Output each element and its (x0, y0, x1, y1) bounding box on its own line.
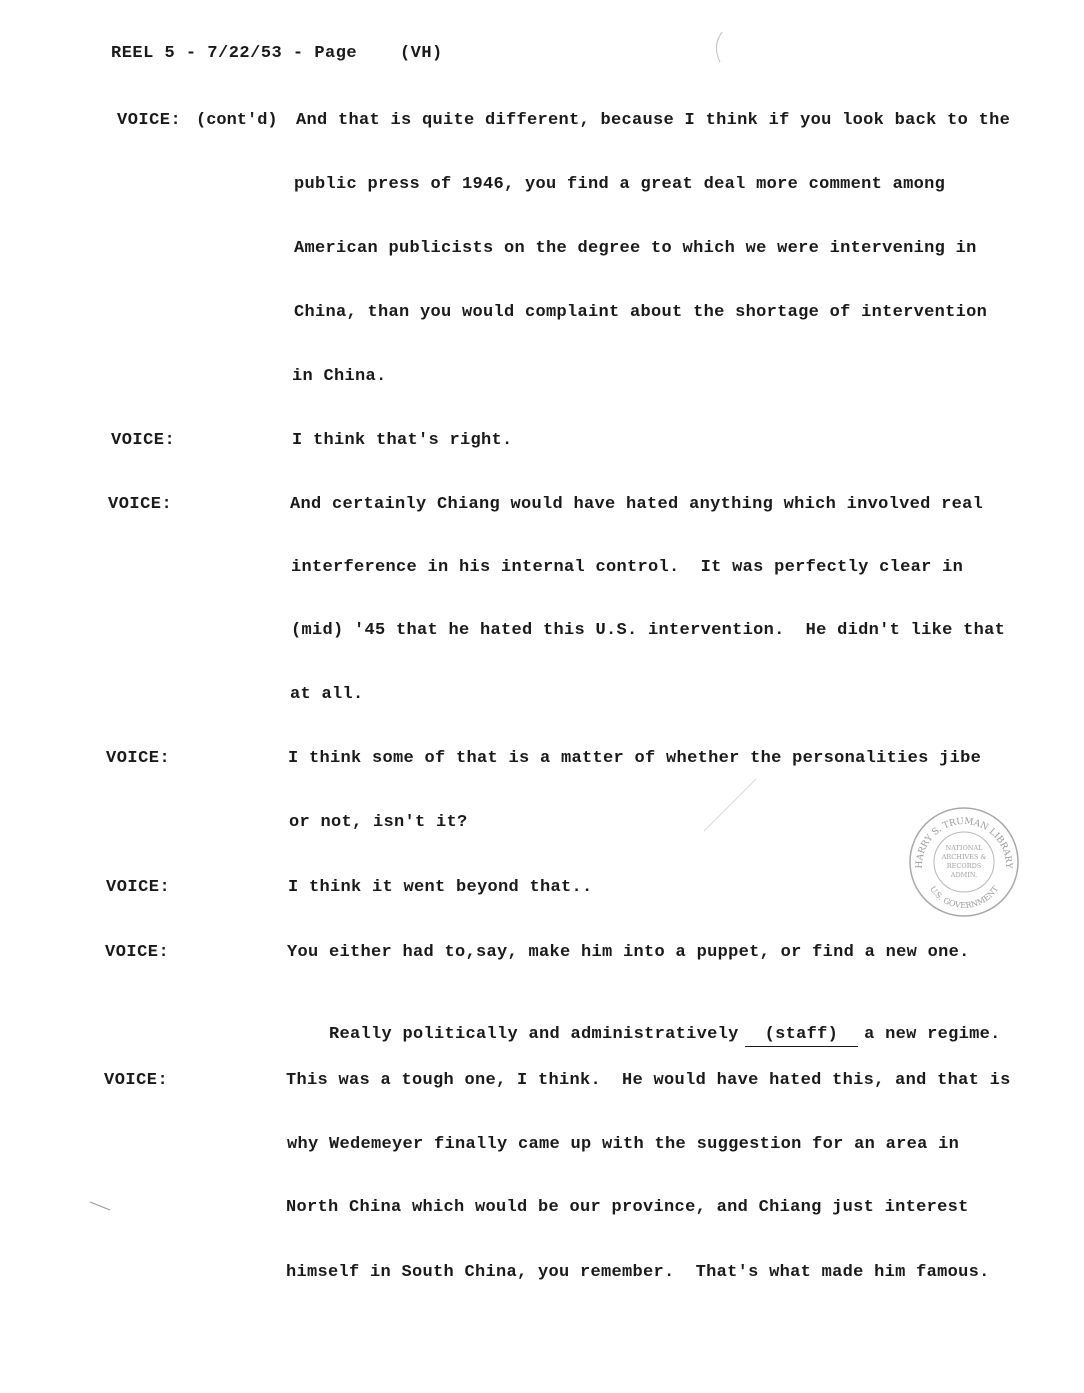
speaker-label: VOICE: (108, 495, 173, 514)
speaker-label: VOICE: (106, 749, 171, 768)
stamp-center-line: ADMIN. (950, 871, 978, 879)
transcript-line: (mid) '45 that he hated this U.S. intervention. He didn't like that (291, 621, 1006, 640)
transcript-line: And that is quite different, because I think if you look back to the (296, 111, 1011, 130)
svg-text:U.S. GOVERNMENT (928, 884, 1001, 910)
staff-line-after: a new regime. (864, 1025, 1001, 1044)
speaker-label: VOICE: (104, 1071, 169, 1090)
library-stamp-icon (908, 806, 1020, 918)
transcript-line: himself in South China, you remember. That's what made him famous. (286, 1263, 990, 1282)
transcript-line: or not, isn't it? (289, 813, 468, 832)
stamp-center-line: RECORDS (946, 862, 982, 870)
transcript-line: You either had to,say, make him into a puppet, or find a new one. (287, 943, 970, 962)
page-header: REEL 5 - 7/22/53 - Page (VH) (111, 44, 443, 63)
speaker-label: VOICE: (111, 431, 176, 450)
staff-line-before: Really politically and administratively (329, 1025, 739, 1044)
speaker-label: VOICE: (105, 943, 170, 962)
transcript-line: public press of 1946, you find a great deal more comment among (294, 175, 946, 194)
transcript-line: I think some of that is a matter of whether the personalities jibe (288, 749, 982, 768)
transcript-line-with-blank (287, 1006, 1001, 1066)
transcript-line: I think that's right. (292, 431, 513, 450)
speaker-label: VOICE: (106, 878, 171, 897)
stamp-top-text: HARRY S. TRUMAN LIBRARY (914, 816, 1014, 869)
speaker-label: VOICE: (117, 111, 182, 130)
transcript-line: in China. (292, 367, 387, 386)
scan-mark (88, 1198, 114, 1214)
transcript-line: I think it went beyond that.. (288, 878, 593, 897)
transcript-line: China, than you would complaint about the shortage of intervention (294, 303, 988, 322)
continued-marker: (cont'd) (196, 111, 278, 130)
transcript-line: And certainly Chiang would have hated anything which involved real (290, 495, 984, 514)
stamp-bottom-text: U.S. GOVERNMENT (927, 884, 1001, 911)
stamp-center-line: NATIONAL (945, 844, 983, 852)
transcript-line: at all. (290, 685, 364, 704)
transcript-line: North China which would be our province, and Chiang just interest (286, 1198, 969, 1217)
scan-mark (700, 775, 760, 835)
stamp-center-line: ARCHIVES & (941, 853, 987, 861)
scan-mark (708, 30, 728, 66)
transcript-line: interference in his internal control. It was perfectly clear in (291, 558, 964, 577)
transcript-line: why Wedemeyer finally came up with the suggestion for an area in (287, 1135, 960, 1154)
transcript-line: American publicists on the degree to which we were intervening in (294, 239, 977, 258)
staff-blank: (staff) (745, 1025, 859, 1047)
transcript-line: This was a tough one, I think. He would have hated this, and that is (286, 1071, 1011, 1090)
